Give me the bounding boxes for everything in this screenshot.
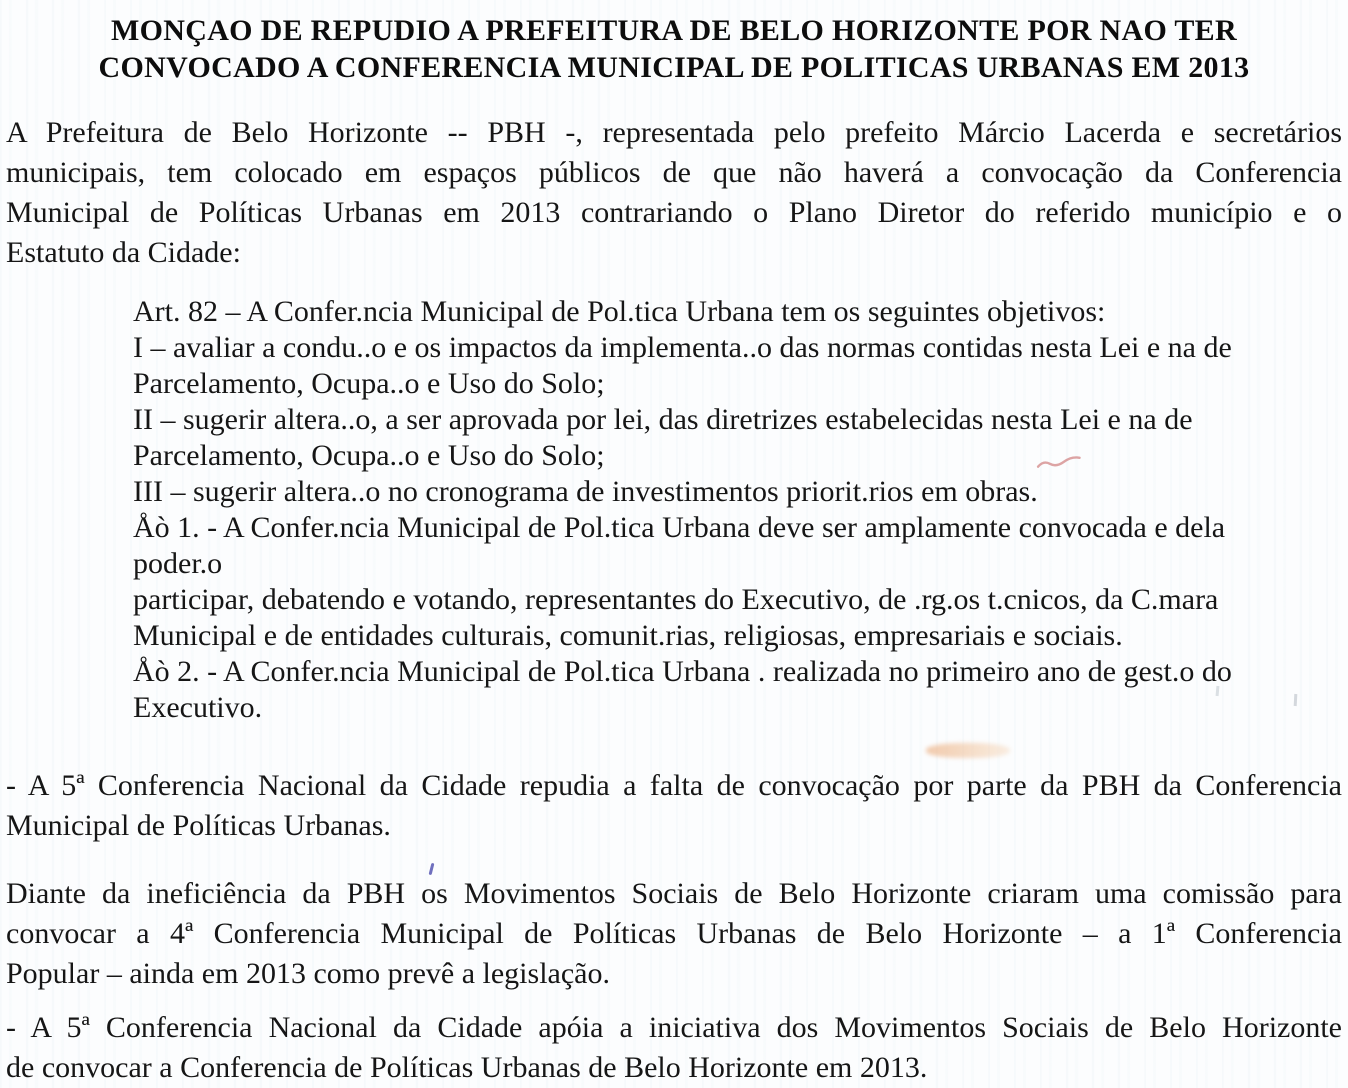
title-line-1: MONÇAO DE REPUDIO A PREFEITURA DE BELO HORIZONTE POR NAO TER: [111, 14, 1237, 47]
law-quote-block: [133, 294, 1342, 726]
text-line: Åò 1. - A Confer.ncia Municipal de Pol.tica Urbana deve ser amplamente convocada e dela: [133, 511, 1226, 544]
text-line: Åò 2. - A Confer.ncia Municipal de Pol.tica Urbana . realizada no primeiro ano de gest.o do: [133, 655, 1232, 688]
text-line: participar, debatendo e votando, representantes do Executivo, de .rg.os t.cnicos, da C.mara: [133, 583, 1219, 616]
intro-paragraph: [6, 113, 1342, 273]
text-line: - A 5ª Conferencia Nacional da Cidade repudia a falta de convocação por parte da PBH da Conferencia: [6, 769, 1342, 802]
document-title: [6, 12, 1342, 86]
text-line: - A 5ª Conferencia Nacional da Cidade apóia a iniciativa dos Movimentos Sociais de Belo Horizonte: [6, 1011, 1342, 1044]
text-line: Diante da ineficiência da PBH os Movimentos Sociais de Belo Horizonte criaram uma comissão para: [6, 877, 1342, 910]
title-line-2: CONVOCADO A CONFERENCIA MUNICIPAL DE POLITICAS URBANAS EM 2013: [98, 51, 1250, 84]
text-line: Executivo.: [133, 691, 263, 724]
support-paragraph: [6, 1008, 1342, 1088]
text-line: Estatuto da Cidade:: [6, 236, 241, 269]
commission-paragraph: [6, 874, 1342, 994]
text-line: Municipal de Políticas Urbanas.: [6, 809, 391, 842]
text-line: Parcelamento, Ocupa..o e Uso do Solo;: [133, 439, 605, 472]
text-line: convocar a 4ª Conferencia Municipal de Políticas Urbanas de Belo Horizonte – a 1ª Conferencia: [6, 917, 1342, 950]
text-line: de convocar a Conferencia de Políticas Urbanas de Belo Horizonte em 2013.: [6, 1051, 928, 1084]
text-line: I – avaliar a condu..o e os impactos da implementa..o das normas contidas nesta Lei e na de: [133, 331, 1232, 364]
text-line: Popular – ainda em 2013 como prevê a legislação.: [6, 957, 610, 990]
text-line: II – sugerir altera..o, a ser aprovada por lei, das diretrizes estabelecidas nesta Lei e na de: [133, 403, 1193, 436]
text-line: III – sugerir altera..o no cronograma de investimentos priorit.rios em obras.: [133, 475, 1038, 508]
text-line: Parcelamento, Ocupa..o e Uso do Solo;: [133, 367, 605, 400]
repudiation-paragraph: [6, 766, 1342, 846]
text-line: municipais, tem colocado em espaços públicos de que não haverá a convocação da Conferencia: [6, 156, 1342, 189]
text-line: poder.o: [133, 547, 223, 580]
text-line: Municipal de Políticas Urbanas em 2013 contrariando o Plano Diretor do referido município e o: [6, 196, 1342, 229]
text-line: Art. 82 – A Confer.ncia Municipal de Pol.tica Urbana tem os seguintes objetivos:: [133, 295, 1106, 328]
text-line: A Prefeitura de Belo Horizonte -- PBH -, representada pelo prefeito Márcio Lacerda e secretários: [6, 116, 1342, 149]
text-line: Municipal e de entidades culturais, comunit.rias, religiosas, empresariais e sociais.: [133, 619, 1123, 652]
